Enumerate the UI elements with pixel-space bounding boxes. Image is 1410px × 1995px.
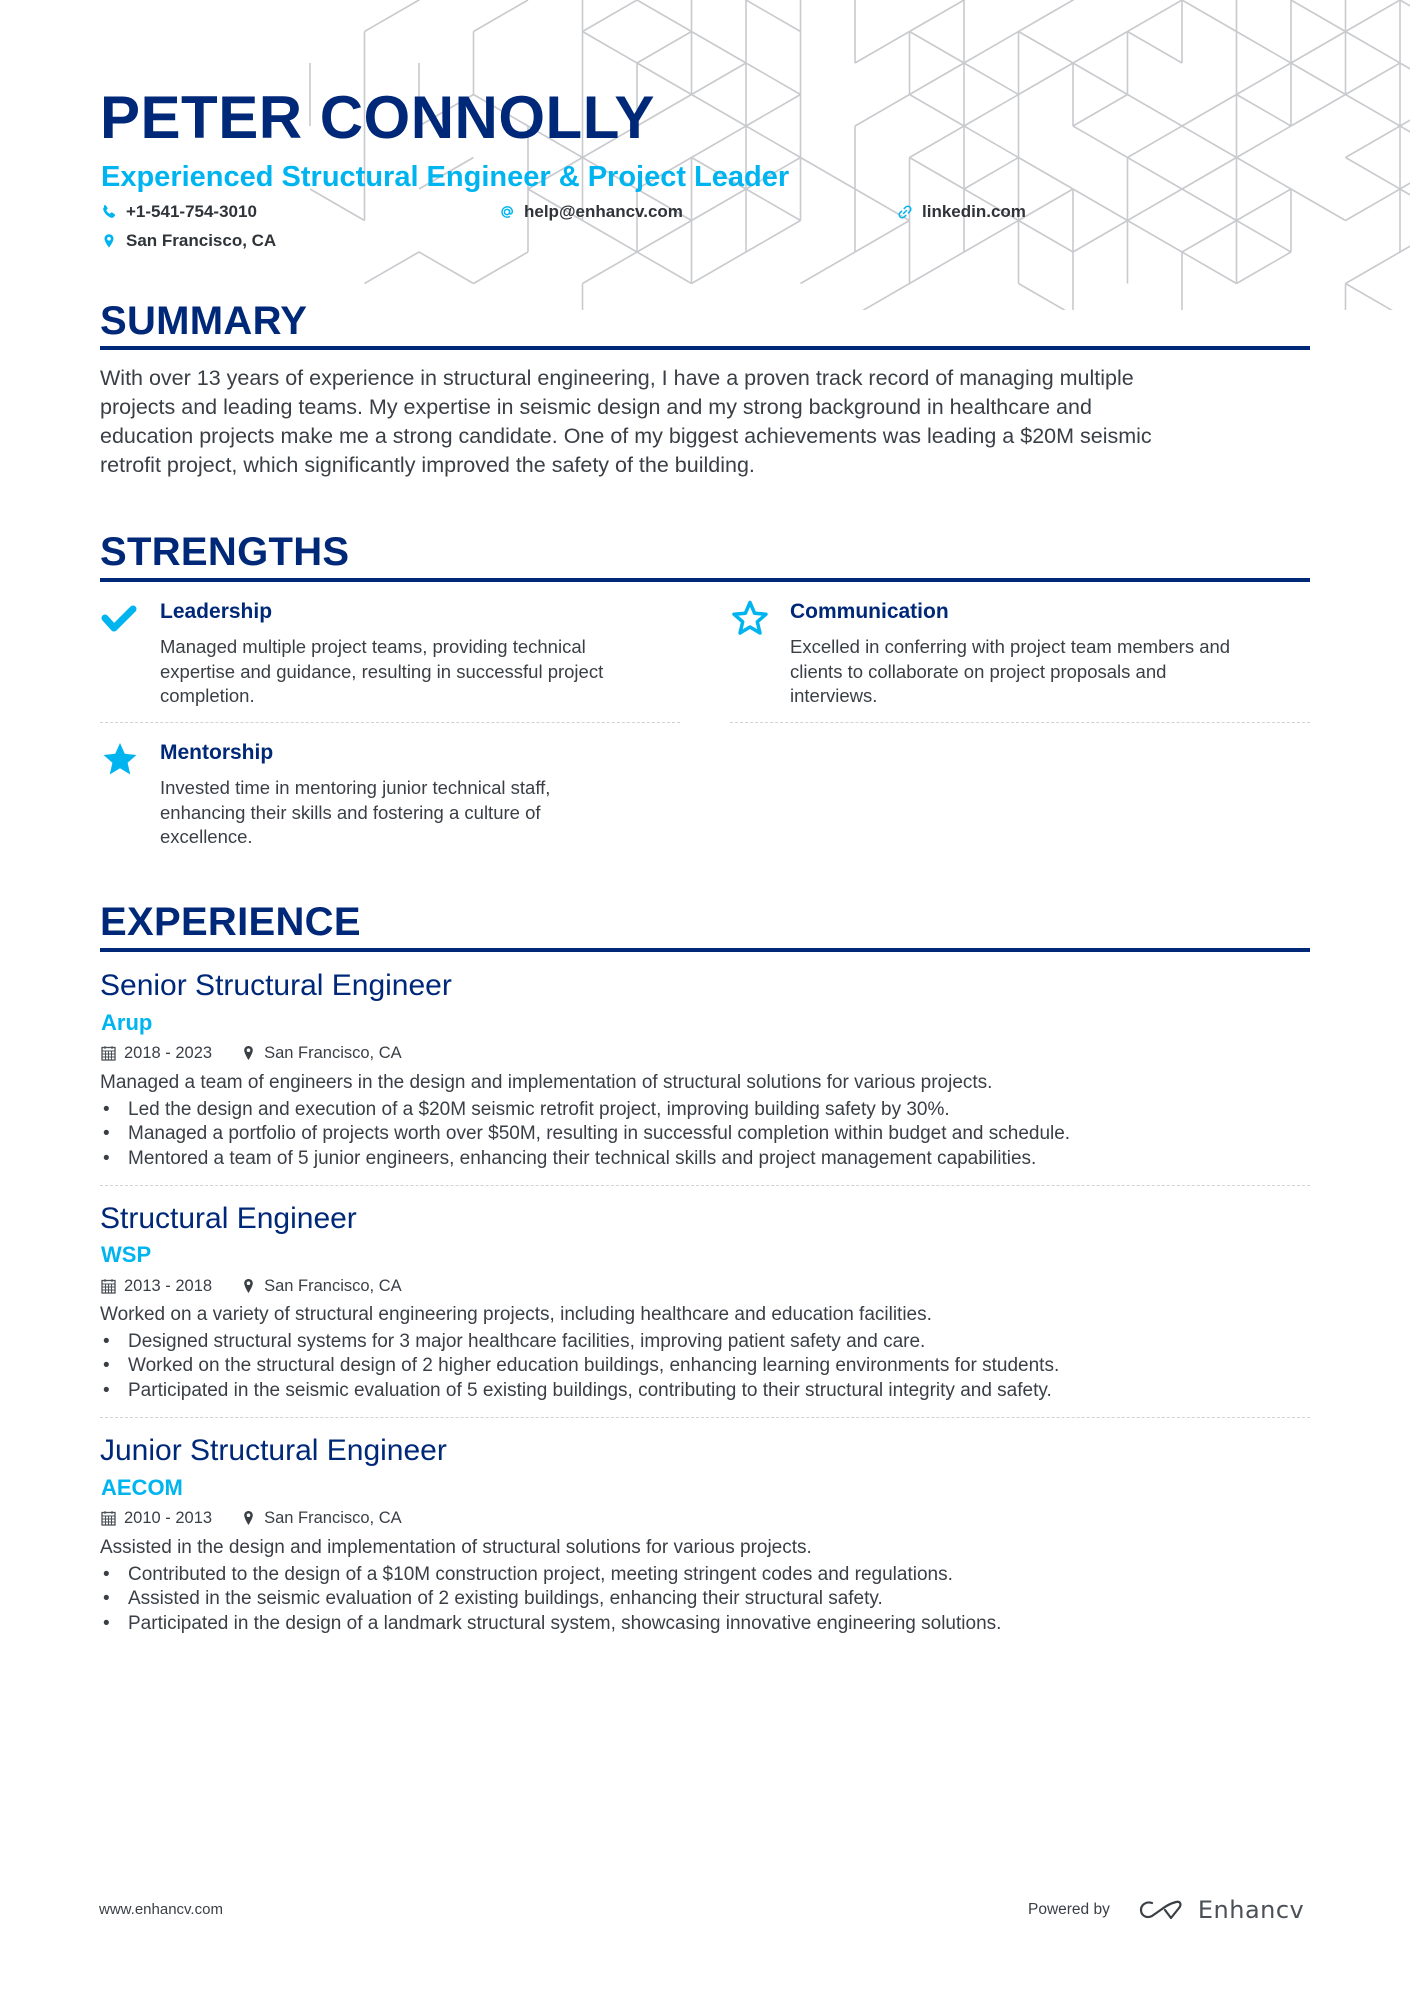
job-meta: [100, 1508, 402, 1528]
location-pin-icon: [100, 232, 118, 250]
company-name: AECOM: [101, 1475, 183, 1500]
location-text: San Francisco, CA: [126, 231, 277, 250]
job-achievements: [100, 1098, 1310, 1171]
calendar-icon: [100, 1277, 116, 1295]
job-dates: 2010 - 2013: [124, 1509, 213, 1527]
summary-line: projects and leading teams. My expertise in seismic design and my strong background in healthcare and: [100, 395, 1092, 419]
enhancv-logo-icon: [1138, 1898, 1186, 1922]
strength-desc-line: clients to collaborate on project proposals and: [790, 660, 1167, 682]
strength-title: Mentorship: [160, 741, 274, 764]
achievement-bullet: • Assisted in the seismic evaluation of 2 existing buildings, enhancing their structural safety.: [100, 1587, 1310, 1611]
strength-desc-line: Excelled in conferring with project team members and: [790, 636, 1231, 657]
achievement-bullet: • Mentored a team of 5 junior engineers, enhancing their technical skills and project management capabilities.: [100, 1147, 1310, 1171]
achievement-bullet: • Participated in the design of a landmark structural system, showcasing innovative engineering solutions.: [100, 1612, 1310, 1636]
strength-desc-line: enhancing their skills and fostering a culture of: [160, 801, 541, 823]
powered-by-label: Powered by: [1028, 1901, 1110, 1918]
location-pin-icon: [240, 1509, 256, 1527]
candidate-title: Experienced Structural Engineer & Project Leader: [101, 161, 790, 193]
link-icon: [896, 203, 914, 221]
contact-email[interactable]: [498, 202, 683, 222]
contact-phone[interactable]: [100, 202, 257, 222]
job-dates: 2018 - 2023: [124, 1044, 213, 1062]
summary-divider: [100, 346, 1310, 350]
strength-item-communication: [730, 599, 1310, 719]
job-divider: [100, 1185, 1310, 1186]
strength-divider: [100, 722, 680, 723]
email-address: help@enhancv.com: [524, 202, 683, 221]
job-title: Senior Structural Engineer: [100, 969, 452, 1002]
powered-by-branding[interactable]: [1028, 1897, 1304, 1923]
achievement-bullet: • Participated in the seismic evaluation of 5 existing buildings, contributing to their structural integrity and safety.: [100, 1379, 1310, 1403]
strength-title: Communication: [790, 600, 949, 623]
job-description: Worked on a variety of structural engineering projects, including healthcare and education facilities.: [100, 1304, 932, 1325]
strength-desc-line: excellence.: [160, 826, 253, 847]
company-name: WSP: [101, 1242, 152, 1267]
strength-desc-line: interviews.: [790, 685, 878, 706]
achievement-bullet: • Designed structural systems for 3 major healthcare facilities, improving patient safety and care.: [100, 1330, 1310, 1354]
strength-desc-line: expertise and guidance, resulting in successful project: [160, 660, 604, 682]
achievement-bullet: • Contributed to the design of a $10M construction project, meeting stringent codes and regulations.: [100, 1563, 1310, 1587]
phone-number: +1-541-754-3010: [126, 202, 257, 221]
candidate-name: PETER CONNOLLY: [100, 84, 655, 151]
summary-text: [100, 364, 1315, 480]
strength-item-mentorship: [100, 740, 680, 860]
strength-desc-line: Invested time in mentoring junior technical staff,: [160, 777, 551, 798]
achievement-bullet: • Managed a portfolio of projects worth over $50M, resulting in successful completion within budget and schedule.: [100, 1122, 1310, 1146]
job-meta: [100, 1043, 402, 1063]
strength-description: [160, 635, 670, 709]
job-location: San Francisco, CA: [264, 1044, 402, 1062]
strength-description: [790, 635, 1300, 709]
strength-desc-line: completion.: [160, 685, 255, 706]
contact-location: [100, 231, 276, 251]
job-description: Managed a team of engineers in the design and implementation of structural solutions for various projects.: [100, 1072, 993, 1093]
strength-item-leadership: [100, 599, 680, 719]
location-pin-icon: [240, 1044, 256, 1062]
job-location: San Francisco, CA: [264, 1509, 402, 1527]
footer-website-link[interactable]: www.enhancv.com: [99, 1901, 223, 1918]
checkmark-icon: [100, 599, 140, 639]
phone-icon: [100, 203, 118, 221]
company-name: Arup: [101, 1010, 153, 1035]
job-description: Assisted in the design and implementation of structural solutions for various projects.: [100, 1537, 812, 1558]
strength-title: Leadership: [160, 600, 273, 623]
at-icon: [498, 203, 516, 221]
achievement-bullet: • Led the design and execution of a $20M seismic retrofit project, improving building safety by 30%.: [100, 1098, 1310, 1122]
location-pin-icon: [240, 1277, 256, 1295]
strengths-divider: [100, 578, 1310, 582]
website-link: linkedin.com: [922, 202, 1026, 221]
job-title: Structural Engineer: [100, 1202, 357, 1235]
summary-line: retrofit project, which significantly improved the safety of the building.: [100, 453, 755, 477]
job-meta: [100, 1276, 402, 1296]
job-achievements: [100, 1563, 1310, 1636]
experience-divider: [100, 948, 1310, 952]
calendar-icon: [100, 1044, 116, 1062]
star-filled-icon: [100, 740, 140, 780]
job-dates: 2013 - 2018: [124, 1277, 213, 1295]
summary-line: education projects make me a strong candidate. One of my biggest achievements was leading a $20M seismic: [100, 424, 1152, 448]
summary-heading: SUMMARY: [100, 299, 308, 343]
star-outline-icon: [730, 599, 770, 639]
contact-website[interactable]: [896, 202, 1026, 222]
strength-description: [160, 776, 670, 850]
job-location: San Francisco, CA: [264, 1277, 402, 1295]
achievement-bullet: • Worked on the structural design of 2 higher education buildings, enhancing learning environments for students.: [100, 1354, 1310, 1378]
geometric-background-pattern: [0, 0, 1410, 310]
strength-divider: [730, 722, 1310, 723]
brand-name: Enhancv: [1197, 1896, 1305, 1924]
job-achievements: [100, 1330, 1310, 1403]
strength-desc-line: Managed multiple project teams, providing technical: [160, 636, 586, 657]
calendar-icon: [100, 1509, 116, 1527]
strengths-heading: STRENGTHS: [100, 530, 350, 574]
experience-heading: EXPERIENCE: [100, 900, 361, 944]
job-divider: [100, 1417, 1310, 1418]
summary-line: With over 13 years of experience in structural engineering, I have a proven track record of managing multiple: [100, 366, 1134, 390]
job-title: Junior Structural Engineer: [100, 1434, 447, 1467]
